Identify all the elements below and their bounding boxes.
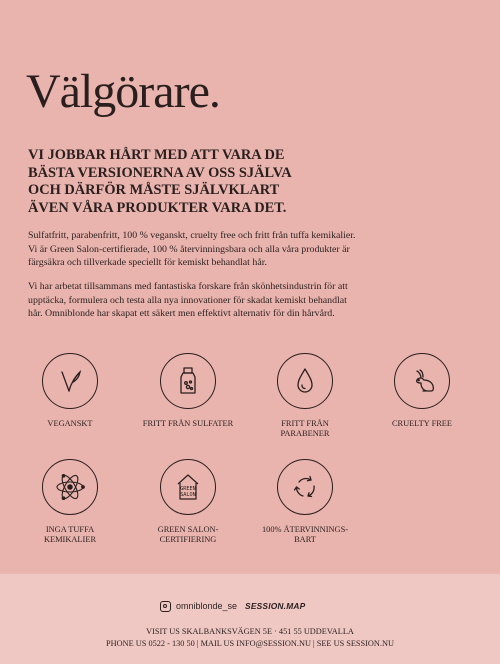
feature-label: 100% ÅTERVINNINGS- BART	[261, 525, 349, 544]
contact-info	[0, 626, 500, 650]
recycle-icon	[277, 459, 333, 515]
lead-line: VI JOBBAR HÅRT MED ATT VARA DE	[28, 147, 285, 163]
social-row	[160, 599, 305, 613]
instagram-icon[interactable]	[160, 601, 171, 612]
feature-label: GREEN SALON- CERTIFIERING	[157, 525, 219, 544]
badge-text-salon: SALON	[180, 492, 196, 498]
feature-no-harsh-chemicals	[10, 459, 130, 545]
footer	[0, 574, 500, 664]
leaf-v-icon	[42, 353, 98, 409]
body-paragraph-1	[28, 229, 468, 270]
bottle-icon	[160, 353, 216, 409]
paragraph-line: upptäcka, formulera och testa alla nya innovationer för skadat kemiskt behandlat	[28, 294, 347, 306]
paragraph-line: Vi har arbetat tillsammans med fantastiska forskare från skönhetsindustrin för att	[28, 281, 348, 292]
green-salon-icon	[160, 459, 216, 515]
feature-label: VEGANSKT	[47, 419, 93, 428]
drop-icon	[277, 353, 333, 409]
paragraph-line: Sulfatfritt, parabenfritt, 100 % veganskt, cruelty free och fritt från tuffa kemikalier.	[28, 230, 356, 241]
lead-line: BÄSTA VERSIONERNA AV OSS SJÄLVA	[28, 164, 292, 181]
paragraph-line: färgsäkra och tillverkade speciellt för kemiskt behandlat hår.	[28, 257, 267, 269]
contact-line: PHONE US 0522 - 130 50 | MAIL US INFO@SESSION.NU | SEE US SESSION.NU	[106, 639, 394, 648]
badge-text-green: GREEN	[180, 486, 196, 492]
rabbit-icon	[394, 353, 450, 409]
feature-vegan	[10, 353, 130, 429]
feature-green-salon	[128, 459, 248, 545]
brand-logo: SESSION.MAP	[245, 601, 306, 611]
feature-label: FRITT FRÅN PARABENER	[280, 419, 330, 438]
feature-sulfate-free	[128, 353, 248, 429]
lead-line: ÄVEN VÅRA PRODUKTER VARA DET.	[28, 199, 287, 216]
feature-cruelty-free	[362, 353, 482, 429]
feature-label: INGA TUFFA KEMIKALIER	[43, 525, 97, 544]
address-line: VISIT US SKALBANKSVÄGEN 5E · 451 55 UDDEVALLA	[146, 627, 354, 636]
atom-icon	[42, 459, 98, 515]
lead-text	[28, 147, 448, 217]
body-paragraph-2	[28, 280, 468, 321]
paragraph-line: hår. Omniblonde har skapat ett säkert men effektivt alternativ för din hårvård.	[28, 308, 335, 320]
instagram-handle[interactable]: omniblonde_se	[176, 601, 238, 611]
feature-label: CRUELTY FREE	[391, 419, 453, 428]
page-title: Välgörare.	[26, 65, 220, 118]
feature-label: FRITT FRÅN SULFATER	[142, 419, 234, 428]
feature-paraben-free	[245, 353, 365, 439]
feature-recyclable	[245, 459, 365, 545]
paragraph-line: Vi är Green Salon-certifierade, 100 % återvinningsbara och alla våra produkter är	[28, 243, 350, 255]
lead-line: OCH DÄRFÖR MÅSTE SJÄLVKLART	[28, 182, 280, 198]
